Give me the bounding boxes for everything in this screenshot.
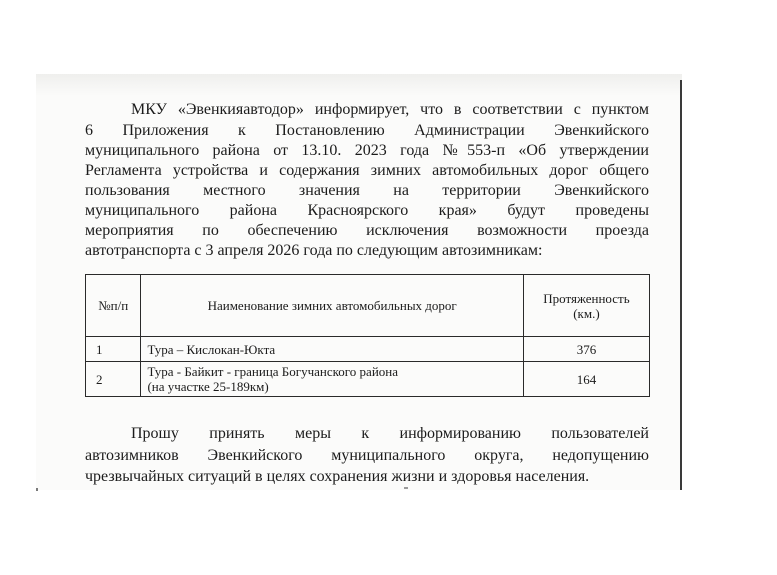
- header-length-unit: (км.): [573, 305, 600, 321]
- intro-line: Регламента устройства и содержания зимних автомобильных дорог общего: [85, 162, 649, 179]
- table-header-row: [86, 275, 650, 337]
- header-number: №п/п: [86, 275, 141, 337]
- table-row: [86, 362, 650, 397]
- scan-speck: [404, 487, 408, 489]
- row-road-section: (на участке 25-189км): [147, 379, 269, 394]
- intro-line: муниципального района от 13.10. 2023 года №553-п «Об утверждении: [85, 142, 649, 159]
- intro-line: муниципального района Красноярского края» будут проведены: [85, 202, 649, 219]
- table-row: [86, 337, 650, 362]
- intro-line: автотранспорта с 3 апреля 2026 года по следующим автозимникам:: [85, 242, 543, 259]
- header-length: [523, 275, 649, 337]
- winter-roads-table: [85, 274, 650, 397]
- page-edge-right: [680, 80, 682, 490]
- row-length: 376: [523, 337, 649, 362]
- header-length-label: Протяженность: [543, 290, 630, 306]
- row-road-name-line: Тура - Байкит - граница Богучанского района: [147, 364, 398, 379]
- row-road-name: Тура – Кислокан-Юкта: [141, 337, 523, 362]
- intro-line: мероприятия по обеспечению исключения возможности проезда: [85, 222, 649, 239]
- intro-line: 6 Приложения к Постановлению Администрации Эвенкийского: [85, 122, 649, 139]
- row-number: 2: [86, 362, 141, 397]
- scan-shadow: [36, 74, 682, 96]
- header-road-name: Наименование зимних автомобильных дорог: [141, 275, 523, 337]
- row-number: 1: [86, 337, 141, 362]
- intro-line: пользования местного значения на территории Эвенкийского: [85, 182, 649, 199]
- page-edge-mark: [36, 488, 38, 491]
- row-road-name: [141, 362, 523, 397]
- intro-line: МКУ «Эвенкияавтодор» информирует, что в соответствии с пунктом: [131, 101, 649, 118]
- closing-line: автозимников Эвенкийского муниципального округа, недопущению: [85, 447, 649, 464]
- closing-line: чрезвычайных ситуаций в целях сохранения жизни и здоровья населения.: [85, 468, 590, 485]
- row-length: 164: [523, 362, 649, 397]
- closing-line: Прошу принять меры к информированию пользователей: [131, 425, 649, 442]
